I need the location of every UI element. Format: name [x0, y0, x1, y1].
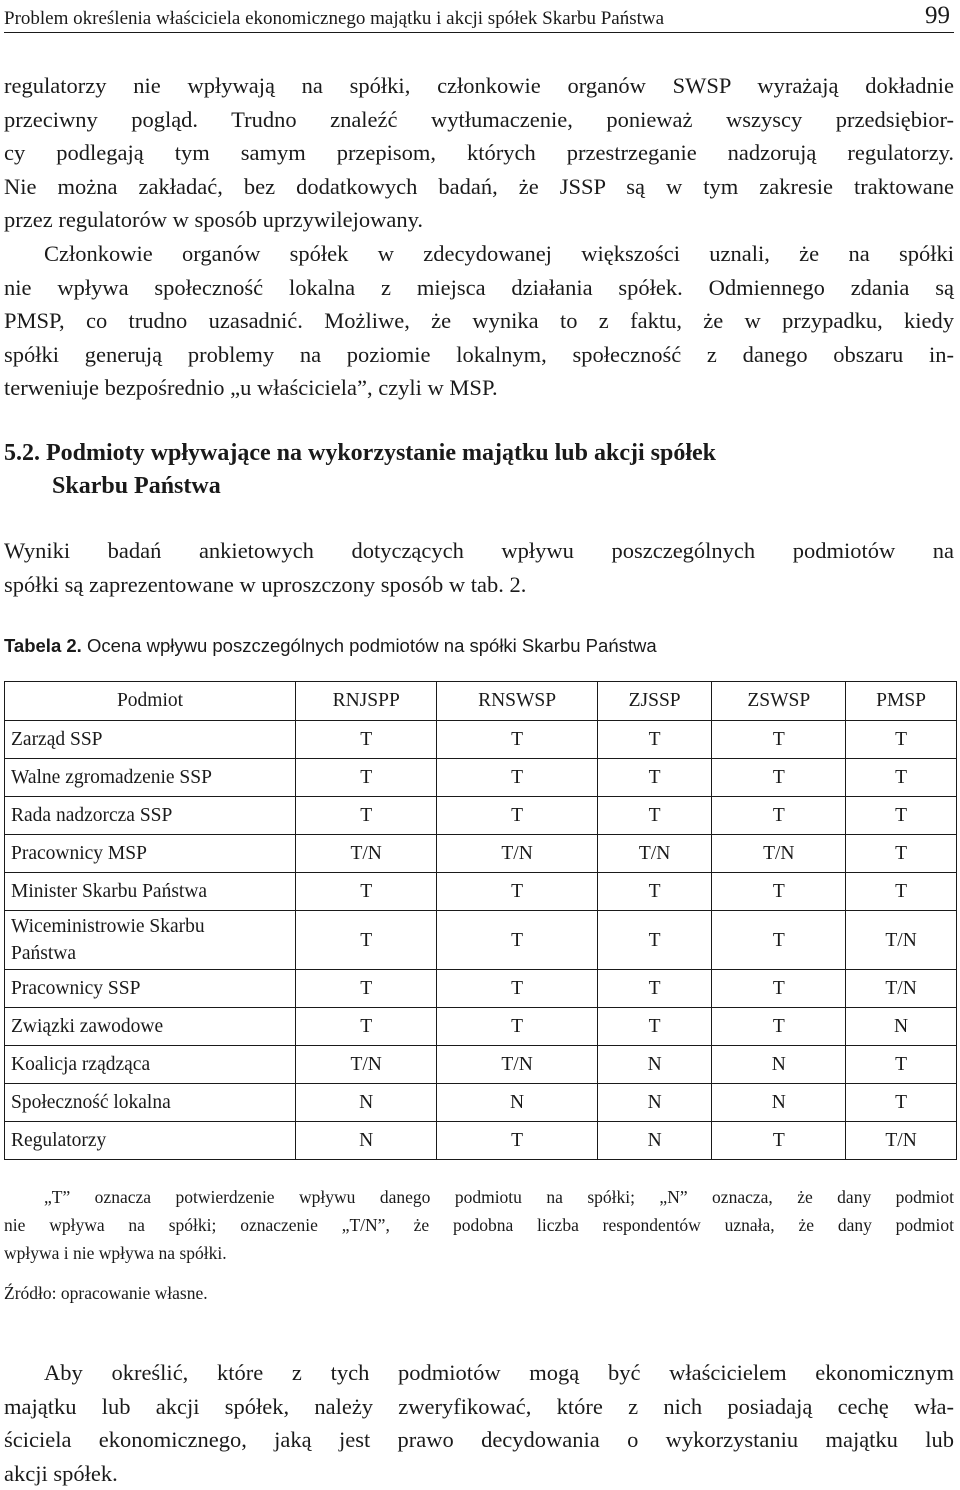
table-cell: T: [437, 911, 597, 970]
table-cell: T/N: [437, 1046, 597, 1084]
table-cell: T/N: [437, 835, 597, 873]
text-line: Wyniki badań ankietowych dotyczących wpływu poszczególnych podmiotów na: [4, 534, 954, 568]
row-label: Rada nadzorcza SSP: [5, 797, 296, 835]
text-line: Członkowie organów spółek w zdecydowanej większości uznali, że na spółki: [4, 237, 954, 271]
table-row: [5, 721, 957, 759]
table-row: [5, 1008, 957, 1046]
column-header: ZSWSP: [712, 682, 846, 721]
table-cell: T: [597, 911, 712, 970]
table-cell: T: [846, 797, 957, 835]
table-cell: T: [597, 721, 712, 759]
table-cell: T: [712, 1122, 846, 1160]
table-cell: T: [437, 721, 597, 759]
table-cell: T: [846, 873, 957, 911]
impact-table: [4, 681, 957, 1160]
table-cell: N: [597, 1122, 712, 1160]
table-cell: T: [296, 911, 437, 970]
column-header: RNJSPP: [296, 682, 437, 721]
text-line: nie wpływa społeczność lokalna z miejsca działania spółek. Odmiennego zdania są: [4, 271, 954, 305]
table-row: [5, 1046, 957, 1084]
table-cell: T/N: [296, 1046, 437, 1084]
row-label-line: Wiceministrowie Skarbu: [11, 916, 205, 937]
table-cell: T/N: [712, 835, 846, 873]
section-heading: [4, 437, 954, 503]
row-label: Związki zawodowe: [5, 1008, 296, 1046]
table-note: [4, 1183, 954, 1267]
table-cell: T: [437, 759, 597, 797]
table-row: [5, 797, 957, 835]
table-cell: T: [712, 797, 846, 835]
table-cell: N: [597, 1046, 712, 1084]
table-label: Tabela 2.: [4, 635, 82, 656]
table-cell: T: [296, 873, 437, 911]
note-line: „T” oznacza potwierdzenie wpływu danego podmiotu na spółki; „N” oznacza, że dany podmiot: [4, 1183, 954, 1211]
row-label: Pracownicy MSP: [5, 835, 296, 873]
table-cell: T/N: [846, 911, 957, 970]
table-row: [5, 1122, 957, 1160]
text-line: spółki są zaprezentowane w uproszczony sposób w tab. 2.: [4, 568, 954, 602]
column-header: Podmiot: [5, 682, 296, 721]
table-cell: T/N: [846, 1122, 957, 1160]
table-cell: T: [846, 1046, 957, 1084]
text-line: ściciela ekonomicznego, jaką jest prawo decydowania o wykorzystaniu majątku lub: [4, 1423, 954, 1457]
table-cell: T: [597, 873, 712, 911]
table-cell: T: [712, 911, 846, 970]
section-title-line: Podmioty wpływające na wykorzystanie majątku lub akcji spółek: [46, 440, 716, 466]
text-line: przeciwny pogląd. Trudno znaleźć wytłumaczenie, ponieważ wszyscy przedsiębior-: [4, 103, 954, 137]
row-label: Zarząd SSP: [5, 721, 296, 759]
table-cell: T: [712, 873, 846, 911]
text-line: Nie można zakładać, bez dodatkowych badań, że JSSP są w tym zakresie traktowane: [4, 170, 954, 204]
row-label: Społeczność lokalna: [5, 1084, 296, 1122]
text-line: majątku lub akcji spółek, należy zweryfikować, które z nich posiadają cechę wła-: [4, 1390, 954, 1424]
table-cell: N: [296, 1122, 437, 1160]
paragraph-4: [4, 1356, 954, 1490]
table-cell: T: [296, 721, 437, 759]
table-header-row: [5, 682, 957, 721]
table-cell: T: [296, 1008, 437, 1046]
text-line: terweniuje bezpośrednio „u właściciela”, czyli w MSP.: [4, 371, 954, 405]
page-number: 99: [925, 2, 950, 30]
table-row: [5, 970, 957, 1008]
paragraph-2: [4, 237, 954, 405]
table-cell: T: [296, 970, 437, 1008]
section-title-line: Skarbu Państwa: [4, 470, 954, 503]
row-label: Regulatorzy: [5, 1122, 296, 1160]
table-row: [5, 911, 957, 970]
row-label: Minister Skarbu Państwa: [5, 873, 296, 911]
text-line: cy podlegają tym samym przepisom, których przestrzeganie nadzorują regulatorzy.: [4, 136, 954, 170]
table-cell: T: [712, 759, 846, 797]
table-cell: T: [437, 1008, 597, 1046]
table-caption-text: Ocena wpływu poszczególnych podmiotów na spółki Skarbu Państwa: [87, 635, 657, 656]
table-row: [5, 835, 957, 873]
row-label: Pracownicy SSP: [5, 970, 296, 1008]
table-cell: N: [712, 1046, 846, 1084]
table-cell: N: [846, 1008, 957, 1046]
table-cell: N: [296, 1084, 437, 1122]
table-cell: T: [846, 1084, 957, 1122]
table-caption: [4, 635, 657, 657]
row-label: [5, 911, 296, 970]
table-cell: T: [712, 970, 846, 1008]
table-cell: T/N: [846, 970, 957, 1008]
table-cell: T: [846, 835, 957, 873]
table-cell: T: [437, 873, 597, 911]
text-line: Aby określić, które z tych podmiotów mogą być właścicielem ekonomicznym: [4, 1356, 954, 1390]
table-cell: T: [597, 1008, 712, 1046]
text-line: akcji spółek.: [4, 1457, 954, 1490]
section-number: 5.2.: [4, 440, 40, 466]
note-line: wpływa i nie wpływa na spółki.: [4, 1239, 954, 1267]
column-header: RNSWSP: [437, 682, 597, 721]
table-cell: N: [597, 1084, 712, 1122]
row-label-line: Państwa: [11, 943, 76, 964]
note-line: nie wpływa na spółki; oznaczenie „T/N”, że podobna liczba respondentów uznała, że dany podmiot: [4, 1211, 954, 1239]
row-label: Koalicja rządząca: [5, 1046, 296, 1084]
table-cell: T: [597, 759, 712, 797]
row-label: Walne zgromadzenie SSP: [5, 759, 296, 797]
table-cell: T: [712, 1008, 846, 1046]
text-line: regulatorzy nie wpływają na spółki, członkowie organów SWSP wyrażają dokładnie: [4, 69, 954, 103]
table-cell: T: [597, 797, 712, 835]
table-row: [5, 759, 957, 797]
paragraph-3: [4, 534, 954, 601]
table-row: [5, 1084, 957, 1122]
text-line: spółki generują problemy na poziomie lokalnym, społeczność z danego obszaru in-: [4, 338, 954, 372]
table-cell: T: [846, 759, 957, 797]
text-line: PMSP, co trudno uzasadnić. Możliwe, że wynika to z faktu, że w przypadku, kiedy: [4, 304, 954, 338]
table-cell: N: [437, 1084, 597, 1122]
table-cell: T: [437, 1122, 597, 1160]
running-title: Problem określenia właściciela ekonomicznego majątku i akcji spółek Skarbu Państwa: [4, 8, 664, 30]
table-cell: T: [712, 721, 846, 759]
running-header: [4, 2, 954, 33]
table-cell: T: [296, 759, 437, 797]
table-cell: T: [437, 797, 597, 835]
table-cell: N: [712, 1084, 846, 1122]
column-header: PMSP: [846, 682, 957, 721]
paragraph-1: [4, 69, 954, 237]
table-cell: T/N: [597, 835, 712, 873]
table-cell: T: [437, 970, 597, 1008]
column-header: ZJSSP: [597, 682, 712, 721]
table-source: Źródło: opracowanie własne.: [4, 1283, 208, 1304]
table-cell: T: [846, 721, 957, 759]
table-cell: T/N: [296, 835, 437, 873]
table-cell: T: [597, 970, 712, 1008]
table-cell: T: [296, 797, 437, 835]
table-row: [5, 873, 957, 911]
text-line: przez regulatorów w sposób uprzywilejowany.: [4, 203, 954, 237]
